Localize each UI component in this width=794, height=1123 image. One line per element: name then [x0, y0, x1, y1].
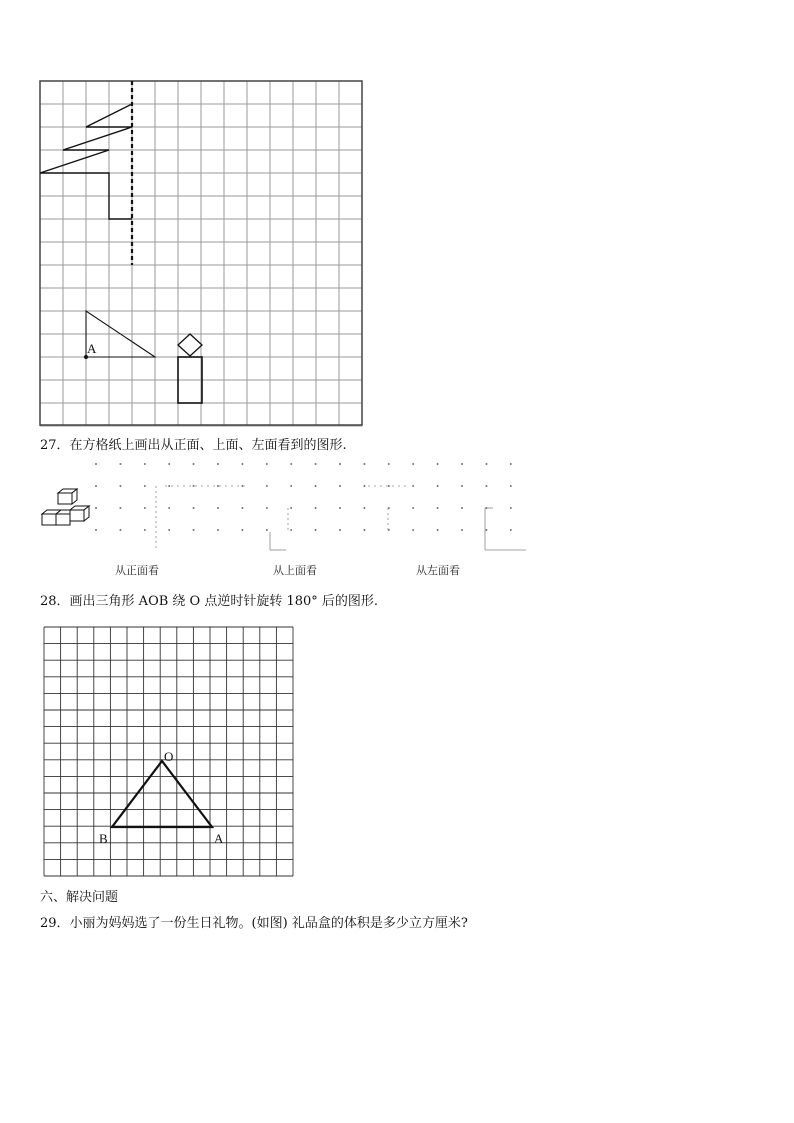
- grid-dot: [144, 507, 146, 509]
- grid-dot: [437, 485, 439, 487]
- grid-dot: [364, 463, 366, 465]
- grid-dot: [339, 463, 341, 465]
- grid-dot: [461, 507, 463, 509]
- grid-dot: [461, 463, 463, 465]
- grid-dot: [120, 485, 122, 487]
- grid-dot: [144, 463, 146, 465]
- grid-dot: [217, 529, 219, 531]
- symmetry-grid-figure: [38, 79, 366, 427]
- point-a-label-2: A: [214, 831, 224, 846]
- point-a-label: A: [87, 341, 97, 356]
- grid-dot: [242, 463, 244, 465]
- grid-dot: [315, 463, 317, 465]
- grid-dot: [193, 463, 195, 465]
- grid-dot: [339, 507, 341, 509]
- grid-dot: [437, 463, 439, 465]
- grid-dot: [510, 463, 512, 465]
- rotation-grid-figure: [42, 625, 297, 880]
- grid-dot: [266, 507, 268, 509]
- caption-front-view: 从正面看: [115, 564, 159, 577]
- grid-dot: [412, 485, 414, 487]
- grid-dot: [217, 463, 219, 465]
- point-b-label: B: [99, 831, 108, 846]
- grid-dot: [388, 463, 390, 465]
- grid-dot: [242, 529, 244, 531]
- grid-dot: [95, 529, 97, 531]
- grid-dot: [120, 507, 122, 509]
- caption-top-view: 从上面看: [273, 564, 317, 577]
- grid-dot: [412, 507, 414, 509]
- grid-dot: [364, 485, 366, 487]
- grid-dot: [486, 485, 488, 487]
- grid-dot: [168, 507, 170, 509]
- grid-dot: [510, 507, 512, 509]
- grid-dot: [290, 485, 292, 487]
- question-29-text: 29．小丽为妈妈选了一份生日礼物。(如图) 礼品盒的体积是多少立方厘米?: [40, 916, 468, 931]
- grid-dot: [486, 529, 488, 531]
- grid-dot: [437, 529, 439, 531]
- grid-dot: [510, 485, 512, 487]
- grid-dot: [168, 529, 170, 531]
- three-view-figure: [38, 460, 530, 558]
- grid-dot: [120, 463, 122, 465]
- grid-dot: [193, 529, 195, 531]
- grid-dot: [388, 485, 390, 487]
- grid-dot: [290, 507, 292, 509]
- question-28-text: 28．画出三角形 AOB 绕 O 点逆时针旋转 180° 后的图形.: [40, 594, 379, 609]
- grid-dot: [168, 485, 170, 487]
- grid-dot: [95, 485, 97, 487]
- grid-dot: [95, 463, 97, 465]
- grid-dot: [193, 485, 195, 487]
- point-o-label: O: [164, 749, 174, 764]
- section-6-heading: 六、解决问题: [40, 890, 119, 905]
- grid-dot: [315, 507, 317, 509]
- grid-dot: [412, 463, 414, 465]
- grid-dot: [120, 529, 122, 531]
- grid-dot: [315, 529, 317, 531]
- grid-dot: [266, 463, 268, 465]
- grid-dot: [486, 463, 488, 465]
- grid-dot: [364, 507, 366, 509]
- grid-dot: [461, 529, 463, 531]
- grid-dot: [290, 529, 292, 531]
- grid-dot: [412, 529, 414, 531]
- grid-dot: [95, 507, 97, 509]
- caption-left-view: 从左面看: [416, 564, 460, 577]
- grid-dot: [461, 485, 463, 487]
- grid-dot: [437, 507, 439, 509]
- grid-dot: [290, 463, 292, 465]
- grid-dot: [510, 529, 512, 531]
- grid-dot: [339, 529, 341, 531]
- grid-dot: [144, 529, 146, 531]
- grid-dot: [144, 485, 146, 487]
- grid-dot: [364, 529, 366, 531]
- diamond-shape: [178, 334, 202, 356]
- cube-stack-icon: [42, 489, 89, 525]
- grid-dot: [217, 485, 219, 487]
- grid-dot: [339, 485, 341, 487]
- grid-dot: [242, 507, 244, 509]
- grid-dot: [168, 463, 170, 465]
- question-27-text: 27．在方格纸上画出从正面、上面、左面看到的图形.: [40, 438, 347, 453]
- grid-dot: [266, 485, 268, 487]
- grid-dot: [193, 507, 195, 509]
- grid-dot: [315, 485, 317, 487]
- grid-dot: [217, 507, 219, 509]
- grid-dot: [266, 529, 268, 531]
